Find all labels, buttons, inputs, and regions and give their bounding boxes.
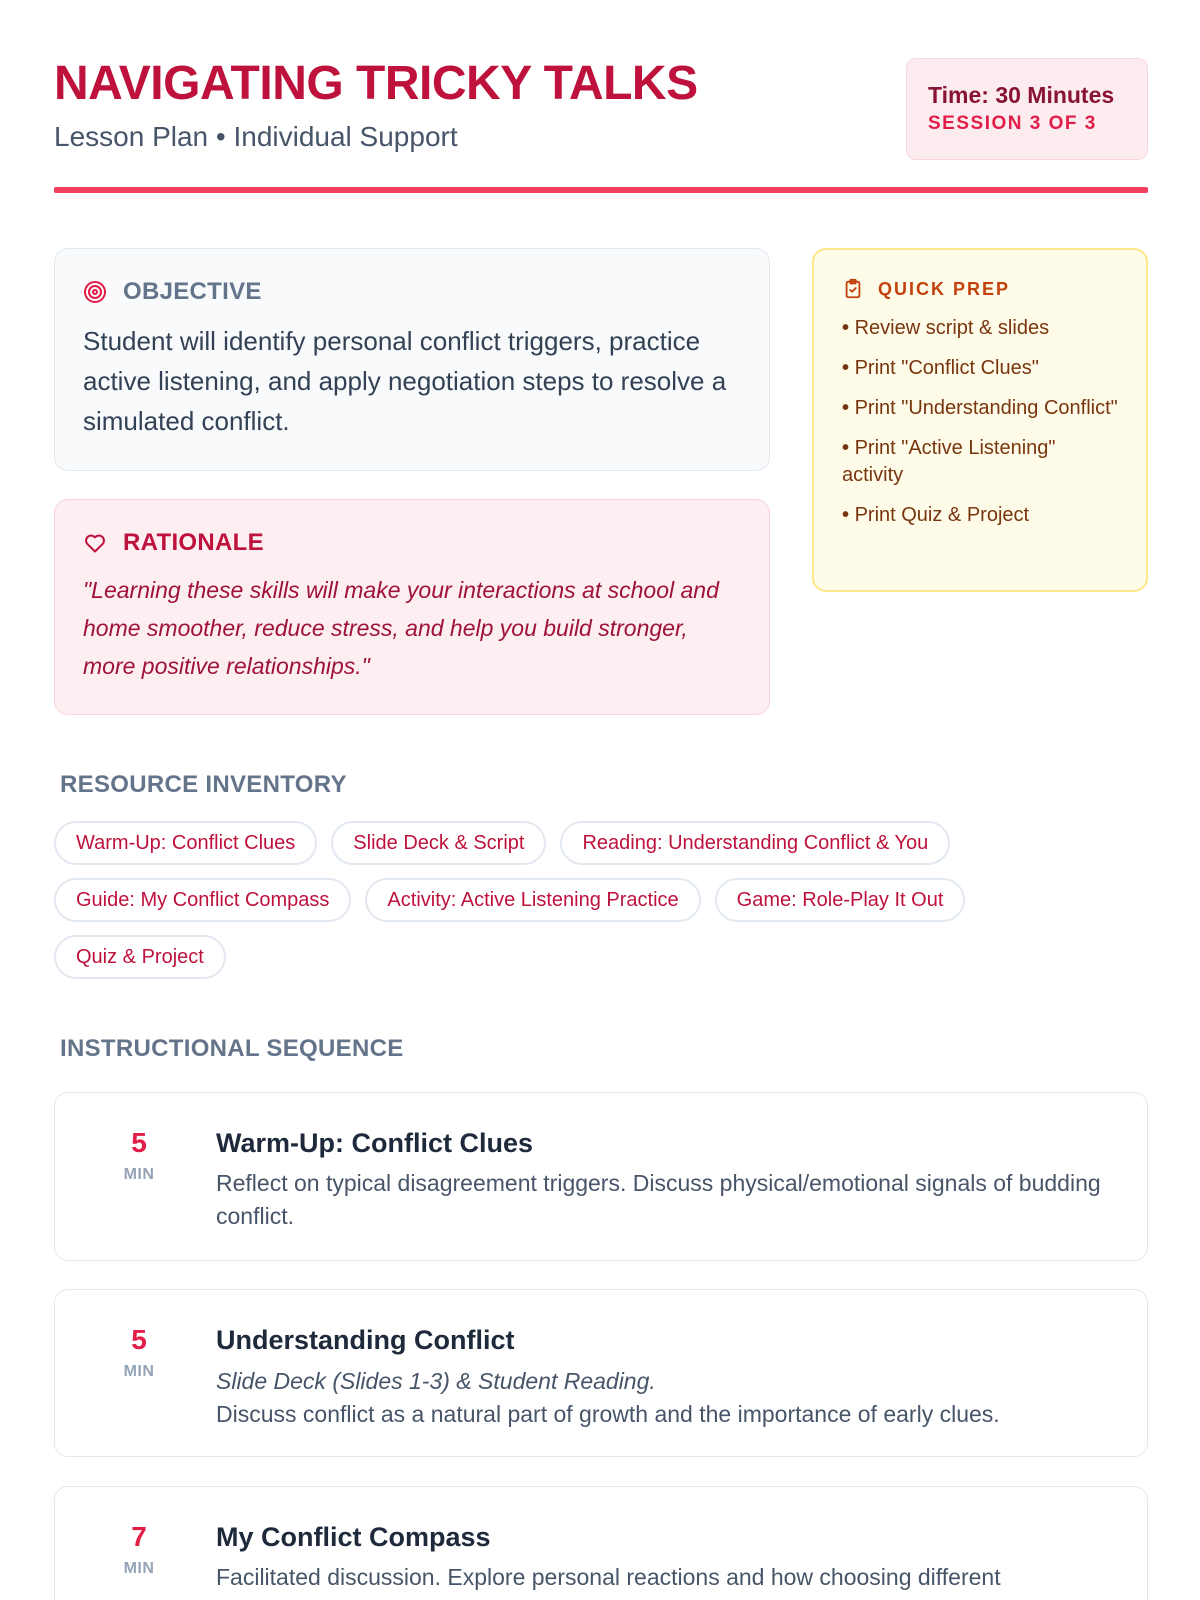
step-materials: Slide Deck (Slides 1-3) & Student Reading. <box>216 1368 656 1394</box>
resource-chip-game[interactable]: Game: Role-Play It Out <box>715 878 966 922</box>
instructional-sequence-title: INSTRUCTIONAL SEQUENCE <box>60 1035 404 1062</box>
step-unit: MIN <box>123 1166 155 1183</box>
step-unit: MIN <box>123 1560 155 1577</box>
quick-prep-card <box>812 248 1148 592</box>
quick-prep-item: • Print Quiz & Project <box>842 502 1120 529</box>
quick-prep-item: • Print "Conflict Clues" <box>842 355 1120 382</box>
step-duration <box>109 1322 169 1382</box>
rationale-card <box>54 499 770 715</box>
rationale-title: RATIONALE <box>123 529 264 556</box>
step-unit: MIN <box>123 1363 155 1380</box>
quick-prep-item: • Review script & slides <box>842 315 1120 342</box>
page-subtitle: Lesson Plan • Individual Support <box>54 121 458 152</box>
resource-chip-guide[interactable]: Guide: My Conflict Compass <box>54 878 351 922</box>
resource-chip-quiz[interactable]: Quiz & Project <box>54 935 226 979</box>
time-label: Time: 30 Minutes <box>928 82 1115 108</box>
objective-text: Student will identify personal conflict triggers, practice active listening, and apply negotiation steps to resolve a simulated conflict. <box>83 326 727 436</box>
step-minutes: 5 <box>131 1324 147 1355</box>
sequence-step-understanding <box>54 1289 1148 1457</box>
quick-prep-title: QUICK PREP <box>878 278 1011 299</box>
objective-card <box>54 248 770 471</box>
clipboard-icon <box>842 278 864 300</box>
sequence-step-warm-up <box>54 1092 1148 1261</box>
header-divider <box>54 187 1148 193</box>
quick-prep-list <box>842 315 1120 529</box>
lesson-header <box>54 56 1148 196</box>
session-label: SESSION 3 OF 3 <box>928 113 1097 134</box>
step-minutes: 5 <box>131 1127 147 1158</box>
resource-chip-activity[interactable]: Activity: Active Listening Practice <box>365 878 700 922</box>
resource-chip-reading[interactable]: Reading: Understanding Conflict & You <box>560 821 950 865</box>
quick-prep-item: • Print "Active Listening" activity <box>842 435 1120 489</box>
step-description: Facilitated discussion. Explore personal reactions and how choosing different <box>216 1564 1001 1590</box>
step-duration <box>109 1125 169 1185</box>
quick-prep-item: • Print "Understanding Conflict" <box>842 395 1120 422</box>
resource-chip-list <box>54 821 1148 992</box>
step-minutes: 7 <box>131 1521 147 1552</box>
step-title: Warm-Up: Conflict Clues <box>216 1128 533 1158</box>
rationale-text: "Learning these skills will make your interactions at school and home smoother, reduce stress, and help you build stronger, more positive relationships." <box>83 577 719 679</box>
objective-title: OBJECTIVE <box>123 278 262 305</box>
resource-inventory-title: RESOURCE INVENTORY <box>60 771 347 798</box>
step-duration <box>109 1519 169 1579</box>
heart-icon <box>83 531 107 555</box>
resource-chip-slide-deck[interactable]: Slide Deck & Script <box>331 821 546 865</box>
target-icon <box>83 280 107 304</box>
step-title: My Conflict Compass <box>216 1522 491 1552</box>
step-description: Reflect on typical disagreement triggers. Discuss physical/emotional signals of budding conflict. <box>216 1170 1101 1229</box>
resource-chip-warm-up[interactable]: Warm-Up: Conflict Clues <box>54 821 317 865</box>
time-badge <box>906 58 1148 160</box>
step-description: Discuss conflict as a natural part of growth and the importance of early clues. <box>216 1401 1000 1427</box>
sequence-step-compass <box>54 1486 1148 1600</box>
step-title: Understanding Conflict <box>216 1325 515 1355</box>
page-title: NAVIGATING TRICKY TALKS <box>54 57 698 110</box>
